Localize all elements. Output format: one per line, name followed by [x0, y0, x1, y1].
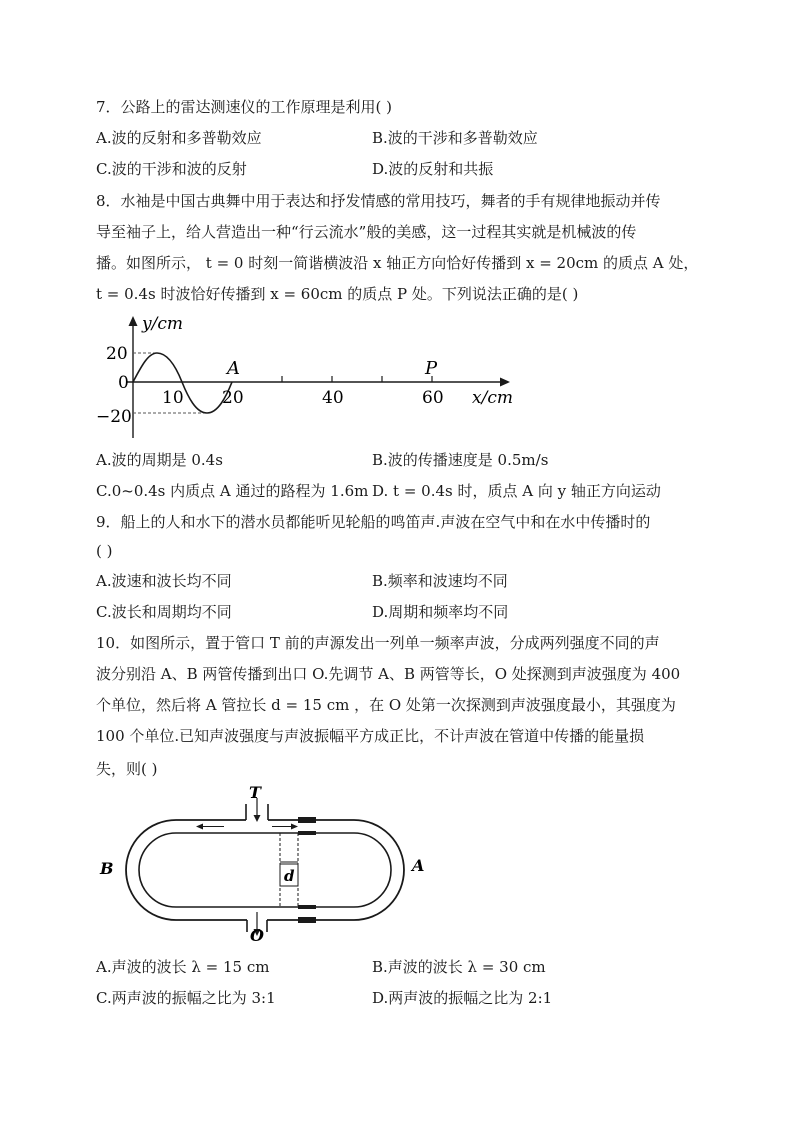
- point-a-label: A: [227, 358, 240, 379]
- x-tick-20: 20: [222, 388, 244, 408]
- x-axis-arrow: [500, 378, 510, 387]
- q9-option-c: C.波长和周期均不同: [96, 603, 232, 621]
- q9-stem-line-1: 9．船上的人和水下的潜水员都能听见轮船的鸣笛声.声波在空气中和在水中传播时的: [96, 513, 651, 531]
- y-axis-label: y/cm: [142, 314, 183, 334]
- q8-option-b: B.波的传播速度是 0.5m/s: [372, 451, 549, 469]
- label-a: A: [412, 856, 425, 875]
- x-axis-label: x/cm: [472, 388, 513, 408]
- q8-stem-line-4: t = 0.4s 时波恰好传播到 x = 60cm 的质点 P 处。下列说法正确的是( ): [96, 285, 579, 303]
- y-tick-20: 20: [106, 344, 128, 364]
- q10-option-c: C.两声波的振幅之比为 3:1: [96, 989, 276, 1007]
- q7-option-c: C.波的干涉和波的反射: [96, 160, 247, 178]
- y-axis-arrow: [129, 316, 138, 326]
- q10-option-d: D.两声波的振幅之比为 2:1: [372, 989, 553, 1007]
- q10-stem-line-1: 10．如图所示，置于管口 T 前的声源发出一列单一频率声波，分成两列强度不同的声: [96, 634, 660, 652]
- q9-stem-line-2: ( ): [96, 542, 113, 560]
- q10-tube-figure: [96, 786, 436, 946]
- point-p-label: P: [425, 358, 438, 379]
- slide-sleeve-top: [298, 817, 316, 823]
- q8-option-d: D. t = 0.4s 时，质点 A 向 y 轴正方向运动: [372, 482, 661, 500]
- q7-stem: 7．公路上的雷达测速仪的工作原理是利用( ): [96, 98, 393, 116]
- q9-option-b: B.频率和波速均不同: [372, 572, 508, 590]
- q8-wave-graph: [96, 312, 526, 440]
- y-tick-minus-20: −20: [96, 407, 132, 427]
- tube-inner: [139, 833, 391, 907]
- x-tick-10: 10: [162, 388, 184, 408]
- q10-option-b: B.声波的波长 λ = 30 cm: [372, 958, 546, 976]
- q8-option-a: A.波的周期是 0.4s: [96, 451, 223, 469]
- label-t: T: [249, 786, 261, 802]
- label-d: d: [284, 867, 295, 885]
- tube-outer: [126, 820, 404, 920]
- q10-stem-line-2: 波分别沿 A、B 两管传播到出口 O.先调节 A、B 两管等长，O 处探测到声波强度为 400: [96, 665, 681, 683]
- label-o: O: [250, 926, 264, 945]
- q8-stem-line-2: 导至袖子上，给人营造出一种“行云流水”般的美感，这一过程其实就是机械波的传: [96, 223, 637, 241]
- q10-option-a: A.声波的波长 λ = 15 cm: [96, 958, 270, 976]
- q8-stem-line-3: 播。如图所示， t = 0 时刻一简谐横波沿 x 轴正方向恰好传播到 x = 20cm 的质点 A 处，: [96, 254, 699, 272]
- q8-option-c: C.0~0.4s 内质点 A 通过的路程为 1.6m: [96, 482, 369, 500]
- x-tick-40: 40: [322, 388, 344, 408]
- q10-stem-line-3: 个单位，然后将 A 管拉长 d = 15 cm ，在 O 处第一次探测到声波强度最小，其强度为: [96, 696, 676, 714]
- q10-stem-line-5: 失，则( ): [96, 760, 158, 778]
- x-tick-60: 60: [422, 388, 444, 408]
- label-b: B: [100, 859, 114, 878]
- q7-option-b: B.波的干涉和多普勒效应: [372, 129, 538, 147]
- slide-sleeve-bottom: [298, 905, 316, 909]
- y-tick-0: 0: [118, 373, 129, 393]
- q7-option-a: A.波的反射和多普勒效应: [96, 129, 262, 147]
- q7-option-d: D.波的反射和共振: [372, 160, 494, 178]
- q9-option-d: D.周期和频率均不同: [372, 603, 509, 621]
- q9-option-a: A.波速和波长均不同: [96, 572, 232, 590]
- q10-stem-line-4: 100 个单位.已知声波强度与声波振幅平方成正比，不计声波在管道中传播的能量损: [96, 727, 645, 745]
- q8-stem-line-1: 8．水袖是中国古典舞中用于表达和抒发情感的常用技巧，舞者的手有规律地振动并传: [96, 192, 661, 210]
